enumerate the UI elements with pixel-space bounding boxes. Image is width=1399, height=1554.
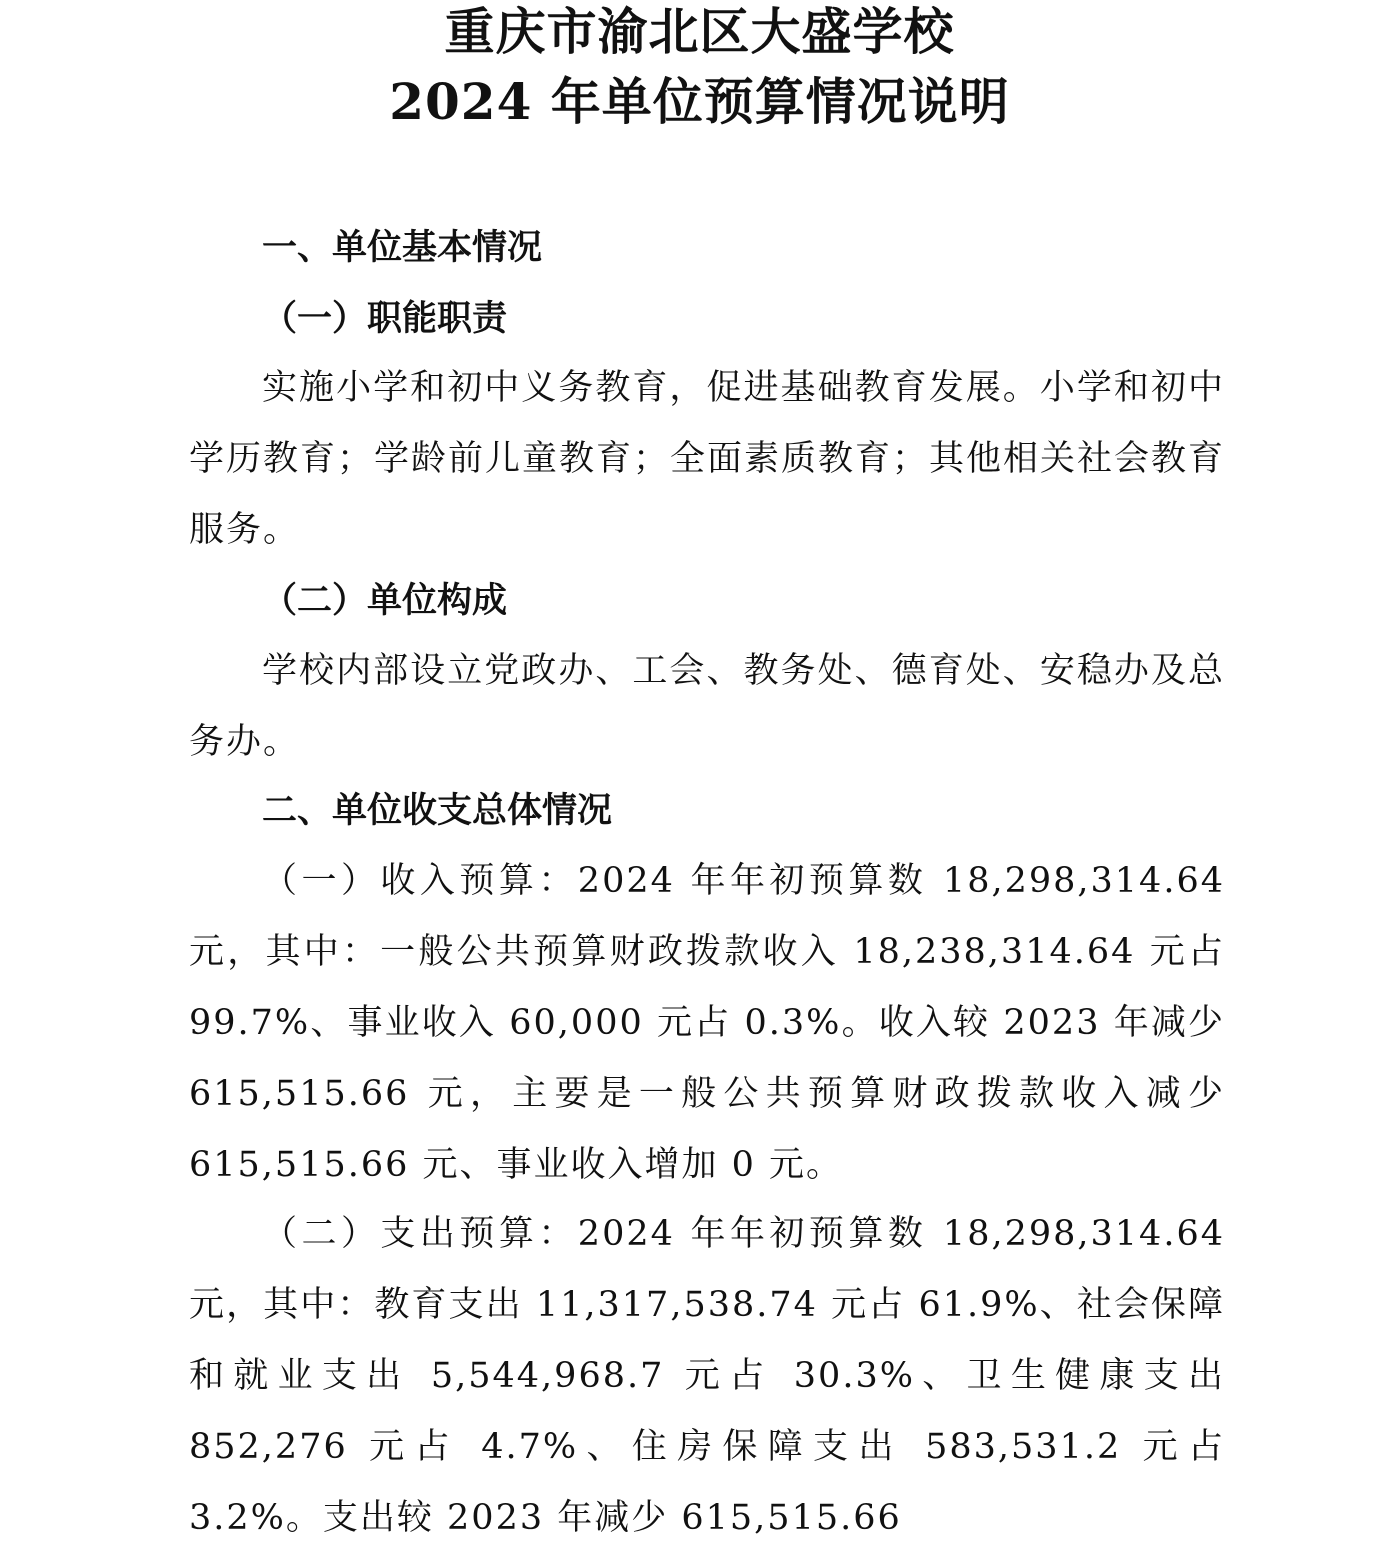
document-title-line1: 重庆市渝北区大盛学校 <box>444 2 955 61</box>
paragraph-revenue-budget: （一）收入预算：2024 年年初预算数 18,298,314.64 元，其中：一般公共预算财政拨款收入 18,238,314.64 元占 99.7%、事业收入 60,000 元占 0.3%。收入较 2023 年减少 615,515.66 元，主要是一般公共预算财政拨款收入减少 615,515.66 元、事业收入增加 0 元。 <box>189 861 1225 1185</box>
subsection-heading-functions: （一）职能职责 <box>262 298 508 339</box>
paragraph-composition: 学校内部设立党政办、工会、教务处、德育处、安稳办及总务办。 <box>189 651 1225 762</box>
subsection-heading-composition: （二）单位构成 <box>262 580 508 621</box>
document-title-line2: 2024 年单位预算情况说明 <box>389 72 1010 131</box>
paragraph-functions: 实施小学和初中义务教育，促进基础教育发展。小学和初中学历教育；学龄前儿童教育；全面素质教育；其他相关社会教育服务。 <box>189 368 1226 550</box>
section-heading-basic-info: 一、单位基本情况 <box>262 227 543 268</box>
section-heading-revenue-expenditure: 二、单位收支总体情况 <box>262 790 613 831</box>
paragraph-expenditure-budget: （二）支出预算：2024 年年初预算数 18,298,314.64 元，其中：教育支出 11,317,538.74 元占 61.9%、社会保障和就业支出 5,544,968.7 元占 30.3%、卫生健康支出 852,276 元占 4.7%、住房保障支出 583,531.2 元占 3.2%。支出较 2023 年减少 615,515.66 <box>189 1214 1225 1538</box>
